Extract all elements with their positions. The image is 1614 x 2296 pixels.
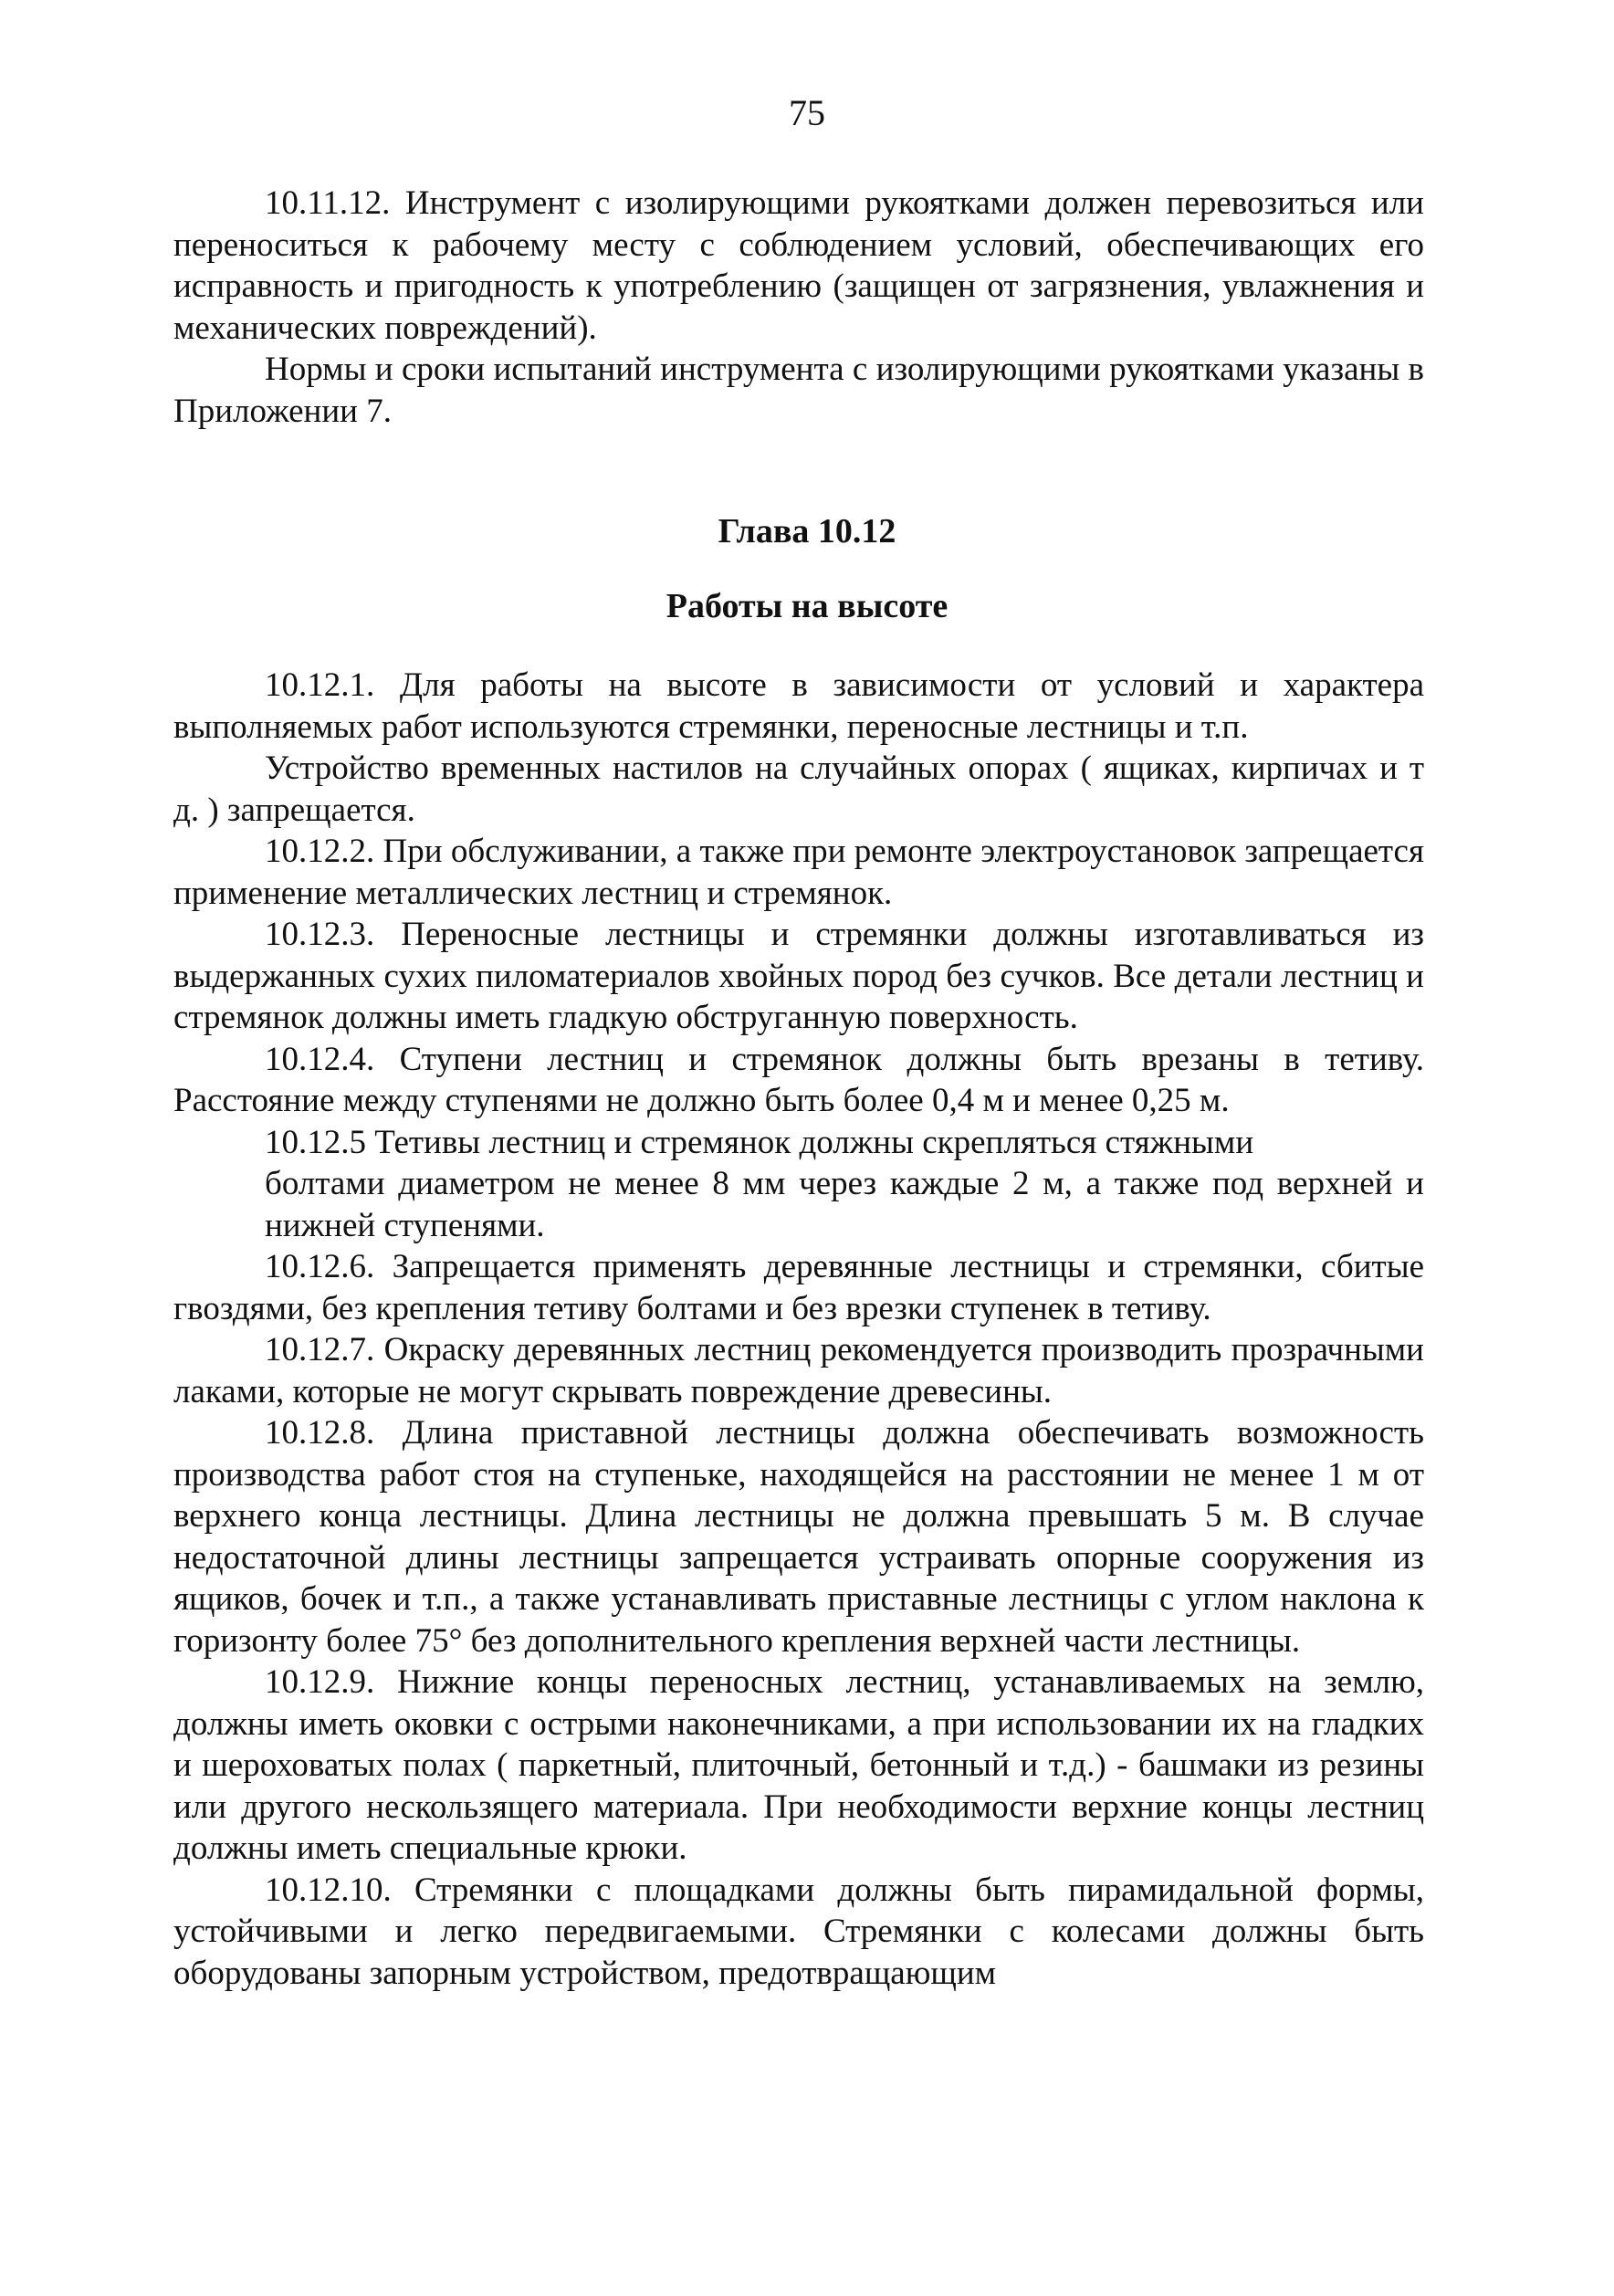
paragraph-10-12-3: 10.12.3. Переносные лестницы и стремянки должны изготавливаться из выдержанных сухих пиломатериалов хвойных пород без сучков. Все детали лестниц и стремянок должны иметь гладкую обструганную поверхность. bbox=[173, 916, 1424, 1036]
paragraph-10-11-12: 10.11.12. Инструмент с изолирующими рукоятками должен перевозиться или переноситься к рабочему месту с соблюдением условий, обеспечивающих его исправность и пригодность к употреблению (защищен от загрязнения, увлажнения и механических повреждений). bbox=[173, 184, 1424, 347]
paragraph-10-12-9: 10.12.9. Нижние концы переносных лестниц, устанавливаемых на землю, должны иметь оковки с острыми наконечниками, а при использовании их на гладких и шероховатых полах ( паркетный, плиточный, бетонный и т.д.) - башмаки из резины или другого нескользящего материала. При необходимости верхние концы лестниц должны иметь специальные крюки. bbox=[173, 1663, 1424, 1867]
paragraph-10-12-10: 10.12.10. Стремянки с площадками должны быть пирамидальной формы, устойчивыми и легко передвигаемыми. Стремянки с колесами должны быть оборудованы запорным устройством, предотвращающим bbox=[173, 1871, 1424, 1992]
paragraph-10-12-5: 10.12.5 Тетивы лестниц и стремянок должны скрепляться стяжными bbox=[265, 1123, 1254, 1161]
paragraph-10-12-2: 10.12.2. При обслуживании, а также при ремонте электроустановок запрещается применение металлических лестниц и стремянок. bbox=[173, 833, 1424, 912]
paragraph-10-12-5-continued: болтами диаметром не менее 8 мм через каждые 2 м, а также под верхней и нижней ступенями. bbox=[265, 1165, 1424, 1244]
paragraph-10-12-6: 10.12.6. Запрещается применять деревянные лестницы и стремянки, сбитые гвоздями, без крепления тетиву болтами и без врезки ступенек в тетиву. bbox=[173, 1248, 1424, 1327]
page-number: 75 bbox=[789, 92, 825, 133]
paragraph-10-12-1: 10.12.1. Для работы на высоте в зависимости от условий и характера выполняемых работ используются стремянки, переносные лестницы и т.п. bbox=[173, 666, 1424, 746]
chapter-label: Глава 10.12 bbox=[718, 512, 896, 550]
paragraph-10-12-7: 10.12.7. Окраску деревянных лестниц рекомендуется производить прозрачными лаками, которые не могут скрывать повреждение древесины. bbox=[173, 1331, 1424, 1410]
chapter-title: Работы на высоте bbox=[666, 587, 948, 625]
paragraph-10-12-4: 10.12.4. Ступени лестниц и стремянок должны быть врезаны в тетиву. Расстояние между ступенями не должно быть более 0,4 м и менее 0,25 м. bbox=[173, 1040, 1424, 1119]
paragraph-temporary-decking: Устройство временных настилов на случайных опорах ( ящиках, кирпичах и т д. ) запрещается. bbox=[173, 750, 1424, 829]
paragraph-test-norms: Нормы и сроки испытаний инструмента с изолирующими рукоятками указаны в Приложении 7. bbox=[173, 351, 1424, 430]
paragraph-10-12-8: 10.12.8. Длина приставной лестницы должна обеспечивать возможность производства работ стоя на ступеньке, находящейся на расстоянии не менее 1 м от верхнего конца лестницы. Длина лестницы не должна превышать 5 м. В случае недостаточной длины лестницы запрещается устраивать опорные сооружения из ящиков, бочек и т.п., а также устанавливать приставные лестницы с углом наклона к горизонту более 75° без дополнительного крепления верхней части лестницы. bbox=[173, 1414, 1424, 1660]
intro-section bbox=[173, 183, 1424, 432]
chapter-body bbox=[173, 665, 1424, 1994]
